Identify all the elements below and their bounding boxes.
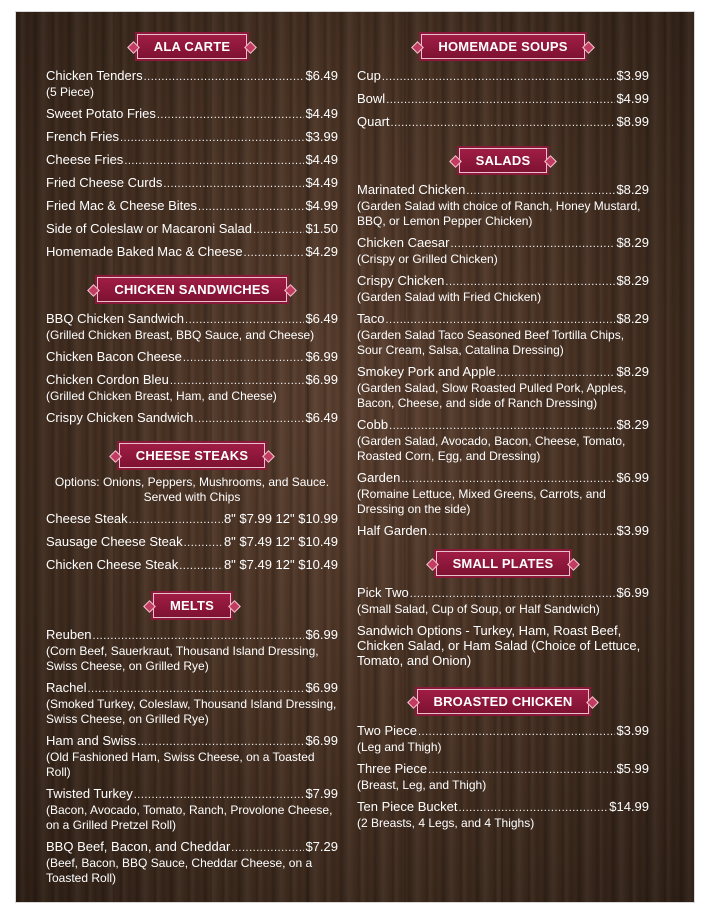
menu-item-price: $6.49 [305, 68, 338, 83]
menu-item-price: $4.99 [305, 198, 338, 213]
menu-item [46, 511, 338, 528]
menu-item-description: (5 Piece) [46, 85, 95, 99]
menu-item [357, 585, 649, 617]
dot-leader [410, 587, 616, 602]
dot-leader [93, 629, 305, 644]
menu-item-price: $4.29 [305, 244, 338, 259]
menu-item-price: $6.99 [305, 349, 338, 364]
menu-item-price: $8.29 [616, 311, 649, 326]
dot-leader [179, 559, 223, 574]
menu-item-price: $4.49 [305, 152, 338, 167]
section-salads [357, 148, 649, 540]
dot-leader [382, 70, 616, 85]
menu-item-price: $8.29 [616, 273, 649, 288]
menu-item-price: $8.29 [616, 182, 649, 197]
menu-item-description: (Garden Salad, Avocado, Bacon, Cheese, Tomato, Roasted Corn, Egg, and Dressing) [357, 434, 626, 463]
menu-item-price: $14.99 [609, 799, 649, 814]
menu-item [357, 235, 649, 267]
menu-item [357, 114, 649, 131]
menu-item [46, 349, 338, 366]
menu-item-price: $3.99 [616, 723, 649, 738]
menu-item-description: (Garden Salad with choice of Ranch, Honey Mustard, BBQ, or Lemon Pepper Chicken) [357, 199, 641, 228]
section-banner: HOMEMADE SOUPS [421, 34, 584, 59]
menu-item-price: $6.99 [305, 733, 338, 748]
menu-item-description: (Grilled Chicken Breast, BBQ Sauce, and Cheese) [46, 328, 315, 342]
menu-item [357, 68, 649, 85]
menu-item [46, 244, 338, 261]
menu-item-price: $3.99 [616, 523, 649, 538]
menu-item-name: BBQ Chicken Sandwich [46, 311, 185, 326]
dot-leader [198, 200, 304, 215]
menu-item [357, 417, 649, 464]
menu-item-name: French Fries [46, 129, 119, 144]
section-banner: BROASTED CHICKEN [417, 689, 590, 714]
menu-item [46, 175, 338, 192]
menu-item-price: $7.29 [305, 839, 338, 854]
dot-leader [184, 536, 223, 551]
menu-item-name: Twisted Turkey [46, 786, 133, 801]
dot-leader [134, 788, 305, 803]
menu-item-description: (Romaine Lettuce, Mixed Greens, Carrots, and Dressing on the side) [357, 487, 606, 516]
dot-leader [129, 513, 223, 528]
menu-item-price: $4.49 [305, 106, 338, 121]
menu-item-name: Ham and Swiss [46, 733, 137, 748]
menu-item [46, 786, 338, 833]
menu-item-name: Pick Two [357, 585, 409, 600]
menu-item-name: Sweet Potato Fries [46, 106, 156, 121]
menu-item-price: $6.99 [616, 470, 649, 485]
menu-item-description: (Garden Salad Taco Seasoned Beef Tortilla Chips, Sour Cream, Salsa, Catalina Dressing) [357, 328, 625, 357]
dot-leader [124, 154, 304, 169]
menu-item [46, 680, 338, 727]
menu-item-price: $4.99 [616, 91, 649, 106]
menu-item-price: $4.49 [305, 175, 338, 190]
menu-item-name: Quart [357, 114, 390, 129]
section-cheese-steaks [46, 443, 338, 574]
menu-item [357, 470, 649, 517]
menu-item-price: 8" $7.99 12" $10.99 [223, 511, 338, 526]
menu-item-price: $7.99 [305, 786, 338, 801]
menu-item [46, 534, 338, 551]
menu-item-price: $6.99 [616, 585, 649, 600]
menu-item-name: Crispy Chicken Sandwich [46, 410, 194, 425]
dot-leader [231, 841, 304, 856]
menu-item-name: Chicken Cheese Steak [46, 557, 179, 572]
dot-leader [451, 237, 616, 252]
dot-leader [386, 93, 615, 108]
menu-item [357, 723, 649, 755]
menu-item-description: (2 Breasts, 4 Legs, and 4 Thighs) [357, 816, 535, 830]
menu-item-name: Rachel [46, 680, 87, 695]
menu-item-name: Ten Piece Bucket [357, 799, 458, 814]
menu-item-price: $8.99 [616, 114, 649, 129]
menu-item-name: BBQ Beef, Bacon, and Cheddar [46, 839, 231, 854]
menu-item-name: Cup [357, 68, 381, 83]
menu-item-name: Three Piece [357, 761, 428, 776]
menu-item [357, 364, 649, 411]
menu-item [357, 273, 649, 305]
menu-item [357, 523, 649, 540]
dot-leader [466, 184, 615, 199]
section-broasted-chicken [357, 689, 649, 831]
menu-item [357, 761, 649, 793]
dot-leader [385, 313, 615, 328]
section-banner: CHICKEN SANDWICHES [97, 277, 286, 302]
menu-item-description: (Grilled Chicken Breast, Ham, and Cheese) [46, 389, 277, 403]
menu-item [46, 410, 338, 427]
dot-leader [170, 374, 305, 389]
menu-item-name: Cheese Fries [46, 152, 124, 167]
menu-item-price: $3.99 [616, 68, 649, 83]
menu-item-price: $6.99 [305, 372, 338, 387]
section-note: Options: Onions, Peppers, Mushrooms, and Sauce. Served with Chips [54, 475, 330, 504]
menu-item-name: Chicken Caesar [357, 235, 450, 250]
menu-item-price: $6.49 [305, 410, 338, 425]
menu-item-name: Fried Cheese Curds [46, 175, 163, 190]
menu-item-description: (Beef, Bacon, BBQ Sauce, Cheddar Cheese, on a Toasted Roll) [46, 856, 313, 885]
menu-item-name: Reuben [46, 627, 92, 642]
dot-leader [497, 366, 616, 381]
menu-item-name: Garden [357, 470, 401, 485]
menu-item-description: (Garden Salad with Fried Chicken) [357, 290, 542, 304]
menu-item-name: Cobb [357, 417, 389, 432]
dot-leader [418, 725, 615, 740]
menu-item-price: $6.49 [305, 311, 338, 326]
dot-leader [163, 177, 304, 192]
dot-leader [401, 472, 615, 487]
menu-item [46, 733, 338, 780]
menu-item-description: (Old Fashioned Ham, Swiss Cheese, on a Toasted Roll) [46, 750, 315, 779]
dot-leader [144, 70, 305, 85]
menu-item-description: (Corn Beef, Sauerkraut, Thousand Island Dressing, Swiss Cheese, on Grilled Rye) [46, 644, 319, 673]
menu-item-name: Homemade Baked Mac & Cheese [46, 244, 243, 259]
menu-item-name: Chicken Cordon Bleu [46, 372, 169, 387]
menu-item-description: (Small Salad, Cup of Soup, or Half Sandwich) [357, 602, 600, 616]
section-banner: CHEESE STEAKS [119, 443, 265, 468]
dot-leader [244, 246, 305, 261]
menu-item-name: Two Piece [357, 723, 417, 738]
menu-item [46, 221, 338, 238]
menu-item [357, 311, 649, 358]
dot-leader [391, 116, 616, 131]
menu-item-price: $8.29 [616, 417, 649, 432]
menu-item [357, 623, 649, 668]
menu-item [46, 129, 338, 146]
menu-item-description: (Leg and Thigh) [357, 740, 442, 754]
menu-item [46, 372, 338, 404]
menu-item-price: 8" $7.49 12" $10.49 [223, 534, 338, 549]
section-banner: MELTS [153, 593, 231, 618]
menu-item-name: Cheese Steak [46, 511, 128, 526]
dot-leader [389, 419, 615, 434]
dot-leader [137, 735, 304, 750]
menu-item [46, 152, 338, 169]
menu-item [357, 91, 649, 108]
menu-item-name: Sausage Cheese Steak [46, 534, 183, 549]
menu-item-price: $3.99 [305, 129, 338, 144]
menu-item [46, 311, 338, 343]
menu-item [357, 182, 649, 229]
section-ala-carte [46, 34, 338, 261]
menu-item-name: Fried Mac & Cheese Bites [46, 198, 198, 213]
menu-page [16, 12, 694, 902]
menu-item-name: Bowl [357, 91, 386, 106]
dot-leader [253, 223, 305, 238]
menu-item-price: $6.99 [305, 680, 338, 695]
menu-item-name: Sandwich Options - Turkey, Ham, Roast Beef, Chicken Salad, or Ham Salad (Choice of Lettuce, Tomato, and Onion) [357, 623, 641, 668]
dot-leader [157, 108, 305, 123]
menu-item [357, 799, 649, 831]
dot-leader [185, 313, 304, 328]
menu-item-price: 8" $7.49 12" $10.49 [223, 557, 338, 572]
menu-item-name: Taco [357, 311, 385, 326]
section-chicken-sandwiches [46, 277, 338, 427]
section-banner: ALA CARTE [137, 34, 247, 59]
menu-item [46, 106, 338, 123]
section-banner: SALADS [459, 148, 548, 173]
menu-item-price: $6.99 [305, 627, 338, 642]
dot-leader [87, 682, 304, 697]
menu-item-name: Half Garden [357, 523, 428, 538]
menu-item-name: Side of Coleslaw or Macaroni Salad [46, 221, 252, 236]
section-homemade-soups [357, 34, 649, 131]
menu-item-price: $8.29 [616, 235, 649, 250]
menu-item-description: (Breast, Leg, and Thigh) [357, 778, 487, 792]
menu-item [46, 198, 338, 215]
dot-leader [120, 131, 304, 146]
menu-item [46, 627, 338, 674]
menu-item [46, 68, 338, 100]
dot-leader [445, 275, 615, 290]
menu-item [46, 557, 338, 574]
section-banner: SMALL PLATES [436, 551, 571, 576]
menu-item-name: Crispy Chicken [357, 273, 445, 288]
menu-item-description: (Crispy or Grilled Chicken) [357, 252, 498, 266]
section-small-plates [357, 551, 649, 668]
dot-leader [458, 801, 608, 816]
menu-item-name: Chicken Bacon Cheese [46, 349, 182, 364]
dot-leader [194, 412, 304, 427]
menu-item-description: (Garden Salad, Slow Roasted Pulled Pork, Apples, Bacon, Cheese, and side of Ranch Dressing) [357, 381, 627, 410]
menu-item-description: (Bacon, Avocado, Tomato, Ranch, Provolone Cheese, on a Grilled Pretzel Roll) [46, 803, 333, 832]
menu-item [46, 839, 338, 886]
menu-item-price: $5.99 [616, 761, 649, 776]
menu-item-name: Chicken Tenders [46, 68, 143, 83]
dot-leader [428, 525, 615, 540]
dot-leader [183, 351, 305, 366]
menu-item-price: $8.29 [616, 364, 649, 379]
section-melts [46, 593, 338, 886]
menu-item-price: $1.50 [305, 221, 338, 236]
menu-item-description: (Smoked Turkey, Coleslaw, Thousand Island Dressing, Swiss Cheese, on Grilled Rye) [46, 697, 337, 726]
dot-leader [428, 763, 615, 778]
menu-item-name: Marinated Chicken [357, 182, 466, 197]
menu-item-name: Smokey Pork and Apple [357, 364, 496, 379]
